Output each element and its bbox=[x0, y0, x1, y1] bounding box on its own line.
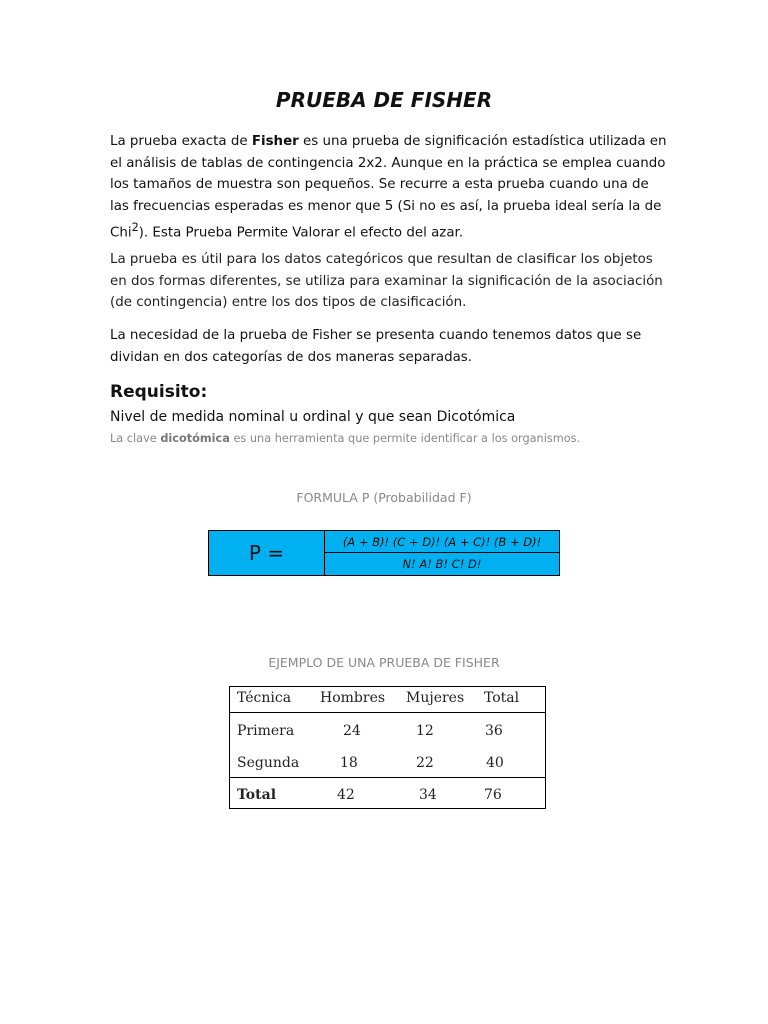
row-segunda-mujeres: 22 bbox=[416, 755, 434, 771]
formula-denominator: N! A! B! C! D! bbox=[402, 557, 482, 571]
usefulness-paragraph: La prueba es útil para los datos categóricos que resultan de clasificar los objetos en dos formas diferentes, se utiliza para examinar la significación de la asociación (de contingencia) entre los dos tipos de clasificación. bbox=[110, 252, 663, 310]
row-primera-label: Primera bbox=[237, 723, 295, 739]
row-total-total: 76 bbox=[484, 787, 502, 803]
intro-superscript: 2 bbox=[131, 221, 139, 234]
requisito-note bbox=[110, 432, 580, 445]
row-segunda-total: 40 bbox=[486, 755, 504, 771]
formula-lhs: P = bbox=[209, 531, 325, 575]
example-table bbox=[229, 686, 546, 809]
row-primera-mujeres: 12 bbox=[416, 723, 434, 739]
page-title: PRUEBA DE FISHER bbox=[275, 88, 493, 112]
formula-box bbox=[208, 530, 560, 576]
note-bold: dicotómica bbox=[160, 432, 230, 445]
row-segunda-label: Segunda bbox=[237, 755, 300, 771]
intro-paragraph bbox=[110, 131, 670, 244]
note-text-1: La clave bbox=[110, 432, 161, 445]
requisito-subheading: Nivel de medida nominal u ordinal y que sean Dicotómica bbox=[110, 409, 516, 425]
header-total: Total bbox=[484, 690, 520, 706]
intro-bold-fisher: Fisher bbox=[251, 134, 299, 149]
header-mujeres: Mujeres bbox=[406, 690, 465, 706]
intro-text-3: ). Esta Prueba Permite Valorar el efecto del azar. bbox=[138, 225, 464, 241]
formula-caption: FORMULA P (Probabilidad F) bbox=[296, 490, 472, 505]
requisito-heading: Requisito: bbox=[110, 382, 208, 402]
row-total-mujeres: 34 bbox=[419, 787, 437, 803]
necessity-paragraph: La necesidad de la prueba de Fisher se presenta cuando tenemos datos que se dividan en dos categorías de dos maneras separadas. bbox=[110, 328, 642, 365]
header-hombres: Hombres bbox=[320, 690, 386, 706]
header-tecnica: Técnica bbox=[237, 690, 292, 706]
total-rule bbox=[230, 777, 545, 778]
row-total-hombres: 42 bbox=[337, 787, 355, 803]
header-rule bbox=[230, 712, 545, 713]
row-primera-hombres: 24 bbox=[343, 723, 361, 739]
row-total-label: Total bbox=[237, 787, 277, 803]
formula-numerator: (A + B)! (C + D)! (A + C)! (B + D)! bbox=[325, 531, 559, 553]
intro-text-2: es una prueba de significación estadística utilizada en el análisis de tablas de contingencia 2x2. Aunque en la práctica se emplea cuando los tamaños de muestra son pequeños. Se recurre a esta prueba cuando una de las frecuencias esperadas es menor que 5 (Si no es así, la prueba ideal sería la de Chi bbox=[110, 134, 667, 241]
example-caption: EJEMPLO DE UNA PRUEBA DE FISHER bbox=[268, 655, 500, 670]
row-segunda-hombres: 18 bbox=[340, 755, 358, 771]
intro-text-1: La prueba exacta de bbox=[110, 134, 252, 149]
row-primera-total: 36 bbox=[485, 723, 503, 739]
note-text-2: es una herramienta que permite identificar a los organismos. bbox=[229, 432, 581, 445]
